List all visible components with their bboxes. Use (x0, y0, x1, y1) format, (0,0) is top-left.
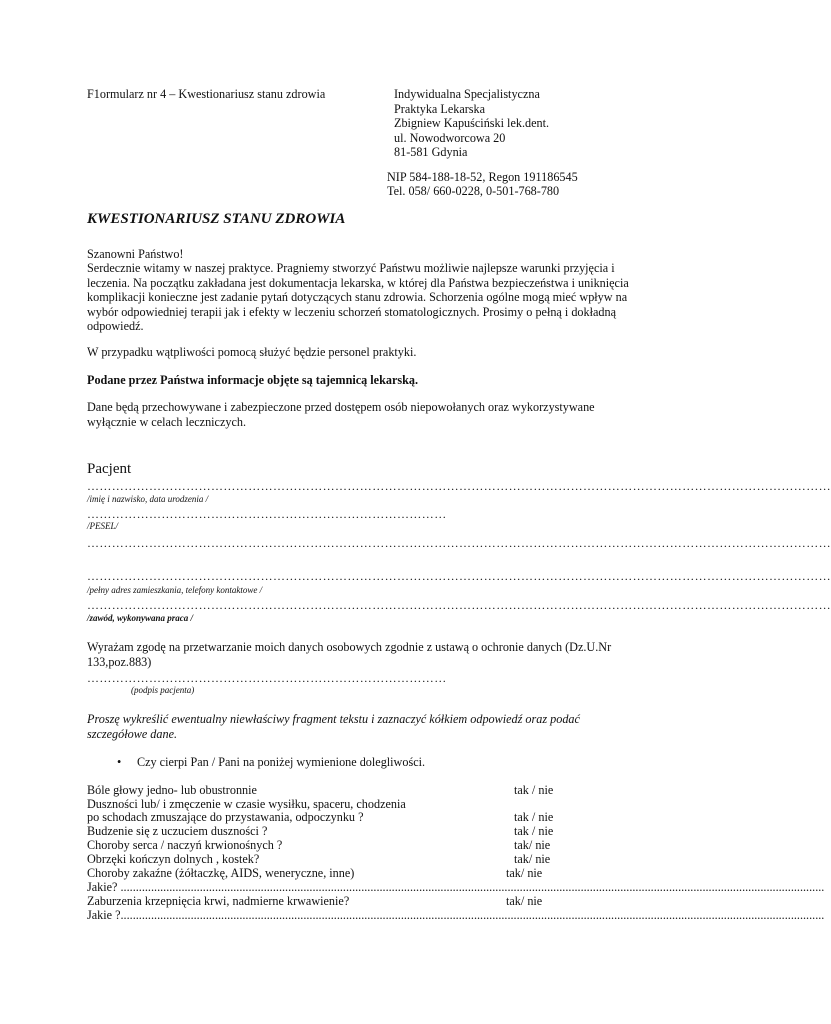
answer-option[interactable]: tak/ nie (506, 894, 543, 908)
practice-line: Indywidualna Specjalistyczna (394, 87, 540, 101)
patient-heading: Pacjent (87, 461, 132, 477)
phone-numbers: Tel. 058/ 660-0228, 0-501-768-780 (387, 184, 560, 198)
document-title: KWESTIONARIUSZ STANU ZDROWIA (87, 211, 346, 227)
question-text: po schodach zmuszające do przystawania, odpoczynku ? (87, 810, 364, 824)
name-field[interactable]: ……………………………………………………………………………………………………………………………………………………………… (87, 479, 831, 493)
greeting: Szanowni Państwo! (87, 247, 184, 261)
answer-option[interactable]: tak/ nie (514, 852, 551, 866)
bullet-question: Czy cierpi Pan / Pani na poniżej wymienione dolegliwości. (137, 755, 426, 769)
practice-address (394, 87, 549, 160)
which-field[interactable]: Jakie ?....................................................................................................................................................................................................................................... (87, 908, 825, 922)
question-text: Budzenie się z uczuciem duszności ? (87, 824, 268, 838)
which-label: Jakie? (87, 880, 118, 894)
practice-line: ul. Nowodworcowa 20 (394, 130, 506, 145)
answer-option[interactable]: tak/ nie (506, 866, 543, 880)
help-note: W przypadku wątpliwości pomocą służyć będzie personel praktyki. (87, 345, 417, 359)
form-label: F1ormularz nr 4 – Kwestionariusz stanu zdrowia (87, 87, 326, 101)
signature-label: (podpis pacjenta) (131, 685, 195, 695)
practice-line: 81-581 Gdynia (394, 145, 468, 160)
confidential-note: Podane przez Państwa informacje objęte są tajemnicą lekarską. (87, 373, 419, 387)
intro-paragraph: Serdecznie witamy w naszej praktyce. Pragniemy stworzyć Państwu możliwie najlepsze warunki przyjęcia i leczenia. Na początku zakładana jest dokumentacja lekarska, w której dla Państwa bezpieczeństwa i uniknięcia komplikacji konieczne jest zadanie pytań dotyczących stanu zdrowia. Schorzenia ogólne mogą mieć wpływ na wybór odpowiedniej terapii jak i efekty w leczeniu schorzeń stomatologicznych. Prosimy o pełną i dokładną odpowiedź. (87, 261, 629, 334)
question-text: Bóle głowy jedno- lub obustronnie (87, 783, 257, 797)
practice-line: Zbigniew Kapuściński lek.dent. (394, 116, 550, 131)
job-field[interactable]: ……………………………………………………………………………………………………………………………………………………………… (87, 598, 831, 612)
which-field[interactable]: Jakie? ....................................................................................................................................................................................................................................... (87, 880, 825, 894)
signature-field[interactable]: …………………………………………………………………………… (87, 671, 447, 685)
name-field-label: /imię i nazwisko, data urodzenia / (87, 494, 209, 504)
answer-option[interactable]: tak / nie (514, 824, 554, 838)
job-field-label: /zawód, wykonywana praca / (87, 613, 194, 623)
address-field[interactable]: ……………………………………………………………………………………………………………………………………………………………… (87, 536, 831, 550)
question-text: Obrzęki kończyn dolnych , kostek? (87, 852, 260, 866)
pesel-field-label: /PESEL/ (87, 521, 118, 531)
answer-option[interactable]: tak / nie (514, 810, 554, 824)
instruction: Proszę wykreślić ewentualny niewłaściwy fragment tekstu i zaznaczyć kółkiem odpowiedź oraz podać szczegółowe dane. (87, 712, 580, 741)
nip-regon: NIP 584-188-18-52, Regon 191186545 (387, 170, 578, 184)
address-field-line2[interactable]: ……………………………………………………………………………………………………………………………………………………………… (87, 569, 831, 583)
question-text: Choroby zakaźne (żółtaczkę, AIDS, weneryczne, inne) (87, 866, 355, 880)
practice-line: Praktyka Lekarska (394, 101, 486, 116)
consent-text: Wyrażam zgodę na przetwarzanie moich danych osobowych zgodnie z ustawą o ochronie danych (Dz.U.Nr 133,poz.883) (87, 640, 612, 669)
question-text: Choroby serca / naczyń krwionośnych ? (87, 838, 283, 852)
answer-option[interactable]: tak / nie (514, 783, 554, 797)
question-text: Zaburzenia krzepnięcia krwi, nadmierne krwawienie? (87, 894, 350, 908)
answer-option[interactable]: tak/ nie (514, 838, 551, 852)
storage-note: Dane będą przechowywane i zabezpieczone przed dostępem osób niepowołanych oraz wykorzystywane wyłącznie w celach leczniczych. (87, 400, 595, 429)
pesel-field[interactable]: …………………………………………………………………………… (87, 507, 447, 521)
question-text: Duszności lub/ i zmęczenie w czasie wysiłku, spaceru, chodzenia (87, 797, 406, 811)
which-label: Jakie ? (87, 908, 121, 922)
address-field-label: /pełny adres zamieszkania, telefony kontaktowe / (87, 585, 263, 595)
bullet-icon: • (117, 755, 122, 769)
